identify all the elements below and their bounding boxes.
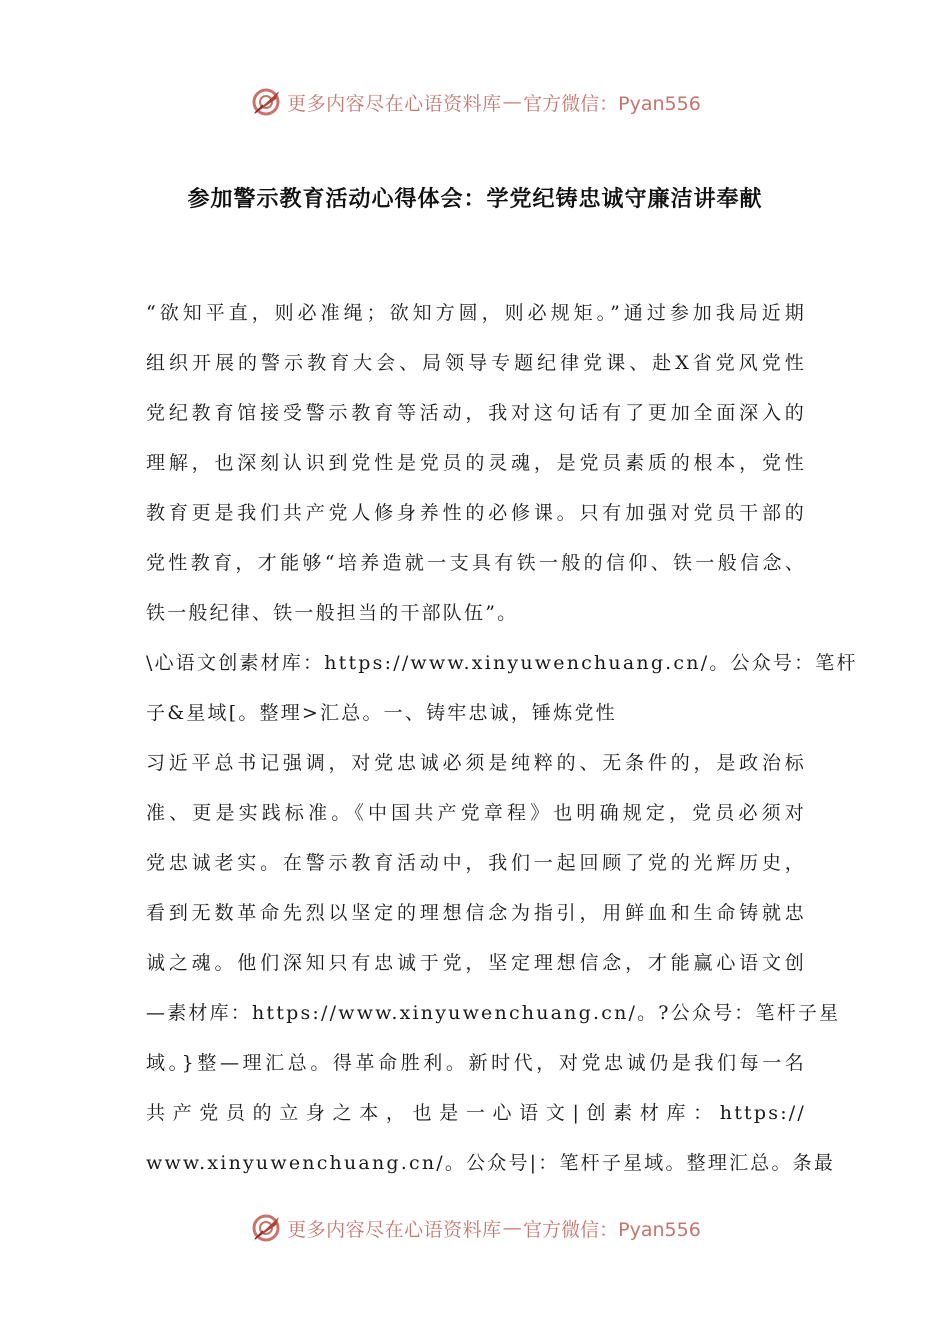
banner-text: 更多内容尽在心语资料库 (287, 92, 502, 115)
document-body (146, 288, 858, 1188)
body-line: 域。}整—理汇总。得革命胜利。新时代，对党忠诚仍是我们每一名 (146, 1052, 806, 1074)
body-line: 党性教育，才能够“培养造就一支具有铁一般的信仰、铁一般信念、 (146, 552, 806, 574)
header-watermark-banner (0, 82, 950, 122)
banner-text: 更多内容尽在心语资料库 (287, 1218, 502, 1241)
body-line: 教育更是我们共产党人修身养性的必修课。只有加强对党员干部的 (146, 502, 806, 524)
quill-logo-icon (249, 85, 283, 119)
body-line: 铁一般纪律、铁一般担当的干部队伍”。 (146, 602, 519, 624)
body-line: 诚之魂。他们深知只有忠诚于党，坚定理想信念，才能赢心语文创 (146, 952, 806, 974)
body-line: 理解，也深刻认识到党性是党员的灵魂，是党员素质的根本，党性 (146, 452, 806, 474)
body-line: 准、更是实践标准。《中国共产党章程》也明确规定，党员必须对 (146, 802, 806, 824)
body-line: \心语文创素材库：https://www.xinyuwenchuang.cn/。公众号：笔杆 (146, 652, 858, 674)
banner-wechat: 官方微信：Pyan556 (523, 1218, 701, 1241)
body-line: 子&星域[。整理>汇总。一、铸牢忠诚，锤炼党性 (146, 702, 617, 724)
footer-watermark-banner (0, 1208, 950, 1248)
body-line: 习近平总书记强调，对党忠诚必须是纯粹的、无条件的，是政治标 (146, 752, 806, 774)
banner-dash: — (502, 1217, 523, 1239)
body-line: 共产党员的立身之本，也是一心语文|创素材库：https:// (146, 1102, 806, 1124)
banner-wechat: 官方微信：Pyan556 (523, 92, 701, 115)
document-title: 参加警示教育活动心得体会：学党纪铸忠诚守廉洁讲奉献 (187, 187, 763, 212)
body-line: 党忠诚老实。在警示教育活动中，我们一起回顾了党的光辉历史， (146, 852, 806, 874)
body-line: “欲知平直，则必准绳；欲知方圆，则必规矩。”通过参加我局近期 (146, 302, 806, 324)
body-line: 看到无数革命先烈以坚定的理想信念为指引，用鲜血和生命铸就忠 (146, 902, 806, 924)
body-line: 党纪教育馆接受警示教育等活动，我对这句话有了更加全面深入的 (146, 402, 806, 424)
quill-logo-icon (249, 1211, 283, 1245)
body-line: 组织开展的警示教育大会、局领导专题纪律党课、赴X省党风党性 (146, 352, 806, 374)
banner-dash: — (502, 91, 523, 113)
body-line: www.xinyuwenchuang.cn/。公众号|：笔杆子星域。整理汇总。条最 (146, 1152, 836, 1174)
body-line: —素材库：https://www.xinyuwenchuang.cn/。?公众号：笔杆子星 (146, 1002, 841, 1024)
